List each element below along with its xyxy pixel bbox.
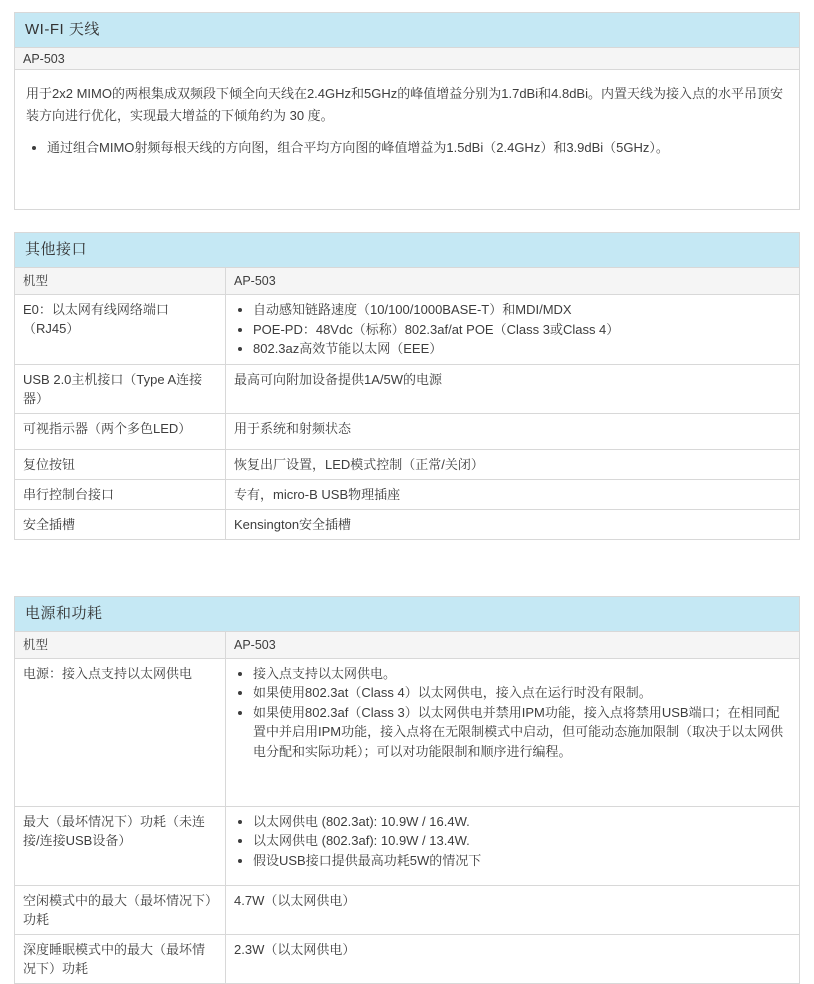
other-interfaces-table: [15, 267, 799, 539]
spec-label-cell: USB 2.0主机接口（Type A连接器）: [15, 364, 226, 413]
section-power: [14, 596, 800, 984]
spec-value-cell: 专有，micro-B USB物理插座: [226, 479, 800, 509]
list-item: • 如果使用802.3at（Class 4）以太网供电，接入点在运行时没有限制。: [253, 683, 791, 703]
model-bar: AP-503: [15, 47, 799, 69]
model-label-cell: 机型: [15, 268, 226, 295]
spec-value-cell: 4.7W（以太网供电）: [226, 885, 800, 934]
list-item: • 自动感知链路速度（10/100/1000BASE-T）和MDI/MDX: [253, 300, 791, 320]
spec-value-cell: 2.3W（以太网供电）: [226, 934, 800, 983]
power-table: [15, 631, 799, 983]
spec-value-cell: [226, 295, 800, 365]
table-row-model: [15, 631, 799, 658]
wifi-antenna-bullet: • 通过组合MIMO射频每根天线的方向图，组合平均方向图的峰值增益为1.5dBi（2.4GHz）和3.9dBi（5GHz）。: [47, 138, 787, 158]
spec-value-cell: [226, 806, 800, 885]
power-source-bullet-list: [234, 664, 791, 762]
section-title-power: 电源和功耗: [15, 597, 799, 631]
table-row-model: [15, 268, 799, 295]
spec-label-cell: 可视指示器（两个多色LED）: [15, 413, 226, 449]
spec-label-cell: 空闲模式中的最大（最坏情况下）功耗: [15, 885, 226, 934]
list-item: • 接入点支持以太网供电。: [253, 664, 791, 684]
list-item: • 802.3az高效节能以太网（EEE）: [253, 339, 791, 359]
spec-label-cell: 复位按钮: [15, 449, 226, 479]
table-row-security-slot: [15, 509, 799, 539]
spec-value-cell: [226, 658, 800, 806]
table-row-led: [15, 413, 799, 449]
table-row-max-consumption: [15, 806, 799, 885]
list-item: • POE-PD：48Vdc（标称）802.3af/at POE（Class 3或Class 4）: [253, 320, 791, 340]
list-item: • 假设USB接口提供最高功耗5W的情况下: [253, 851, 791, 871]
section-wifi-antenna: [14, 12, 800, 210]
max-consumption-bullet-list: [234, 812, 791, 871]
spec-label-cell: 安全插槽: [15, 509, 226, 539]
table-row-serial-console: [15, 479, 799, 509]
spec-value-cell: 用于系统和射频状态: [226, 413, 800, 449]
table-row-usb: [15, 364, 799, 413]
spec-label-cell: E0：以太网有线网络端口（RJ45）: [15, 295, 226, 365]
list-item: • 以太网供电 (802.3af): 10.9W / 13.4W.: [253, 831, 791, 851]
table-row-reset-button: [15, 449, 799, 479]
e0-bullet-list: [234, 300, 791, 359]
section-other-interfaces: [14, 232, 800, 540]
spec-value-cell: Kensington安全插槽: [226, 509, 800, 539]
section-title-wifi-antenna: WI-FI 天线: [15, 13, 799, 47]
table-row-idle-consumption: [15, 885, 799, 934]
wifi-antenna-bullet-list: [26, 138, 787, 158]
spec-label-cell: 深度睡眠模式中的最大（最坏情况下）功耗: [15, 934, 226, 983]
table-row-deepsleep-consumption: [15, 934, 799, 983]
spec-label-cell: 最大（最坏情况下）功耗（未连接/连接USB设备）: [15, 806, 226, 885]
list-item: • 如果使用802.3af（Class 3）以太网供电并禁用IPM功能，接入点将禁用USB端口；在相同配置中并启用IPM功能，接入点将在无限制模式中启动，但可能动态施加限制（取决于以太网供电分配和实际功耗）；可以对功能限制和顺序进行编程。: [253, 703, 791, 762]
wifi-antenna-paragraph: 用于2x2 MIMO的两根集成双频段下倾全向天线在2.4GHz和5GHz的峰值增益分别为1.7dBi和4.8dBi。内置天线为接入点的水平吊顶安装方向进行优化，实现最大增益的下倾角约为 30 度。: [26, 86, 783, 123]
spec-value-cell: 最高可向附加设备提供1A/5W的电源: [226, 364, 800, 413]
list-item: • 以太网供电 (802.3at): 10.9W / 16.4W.: [253, 812, 791, 832]
spec-value-cell: 恢复出厂设置，LED模式控制（正常/关闭）: [226, 449, 800, 479]
section-title-other-interfaces: 其他接口: [15, 233, 799, 267]
model-value-cell: AP-503: [226, 631, 800, 658]
wifi-antenna-body: [15, 69, 799, 209]
spec-label-cell: 电源：接入点支持以太网供电: [15, 658, 226, 806]
table-row-power-source: [15, 658, 799, 806]
model-value-cell: AP-503: [226, 268, 800, 295]
table-row-e0-port: [15, 295, 799, 365]
spec-label-cell: 串行控制台接口: [15, 479, 226, 509]
model-label-cell: 机型: [15, 631, 226, 658]
